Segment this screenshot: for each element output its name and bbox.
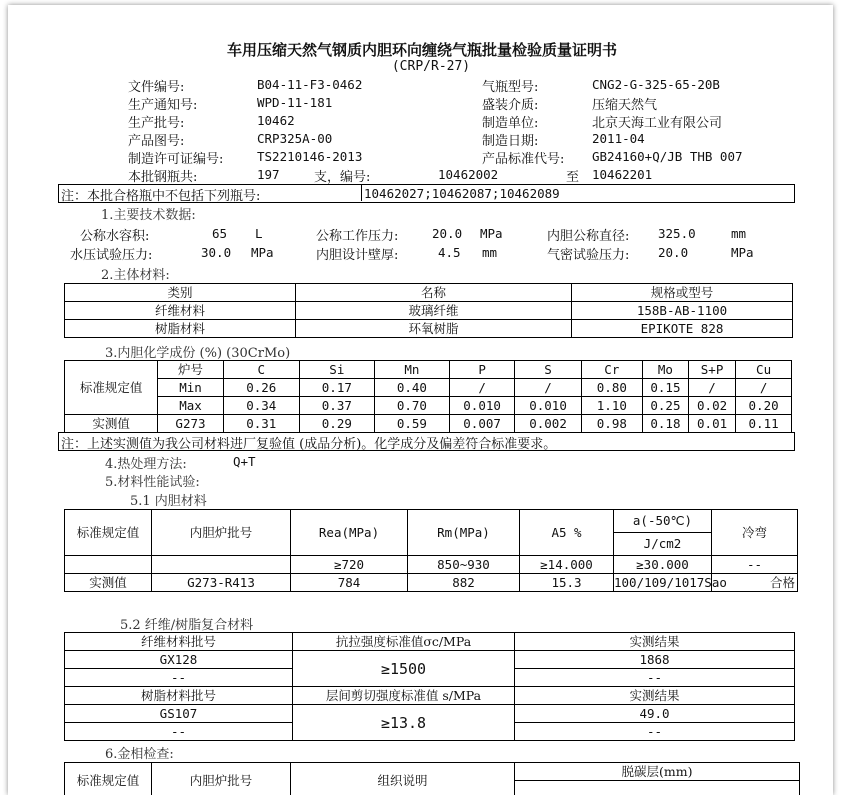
resin-batch-header: 树脂材料批号 bbox=[65, 687, 293, 705]
excluded-note-value: 10462027;10462087;10462089 bbox=[364, 186, 560, 201]
main-material-table bbox=[64, 283, 793, 338]
table-cell: 784 bbox=[291, 574, 408, 592]
serial-to-label: 至 bbox=[566, 166, 579, 185]
notice-label: 生产通知号: bbox=[128, 94, 197, 113]
certificate-page bbox=[8, 5, 833, 795]
impact-unit: J/cm2 bbox=[614, 533, 712, 556]
table-header-row bbox=[65, 510, 798, 533]
table-cell: -- bbox=[65, 723, 293, 741]
table-cell: ≥30.000 bbox=[614, 556, 712, 574]
table-cell: 158B-AB-1100 bbox=[572, 302, 793, 320]
table-header: 名称 bbox=[296, 284, 572, 302]
batch-label: 生产批号: bbox=[128, 112, 184, 131]
work-pressure-label: 公称工作压力: bbox=[316, 225, 398, 244]
table-cell: 合格 bbox=[712, 574, 798, 592]
empty-cell bbox=[515, 781, 800, 795]
hydro-test-value: 30.0 bbox=[201, 245, 231, 260]
element-header: S bbox=[515, 361, 581, 379]
file-no-value: B04-11-F3-0462 bbox=[257, 77, 362, 92]
table-row bbox=[65, 415, 792, 433]
hydro-test-unit: MPa bbox=[251, 245, 274, 260]
table-header-row bbox=[65, 687, 795, 705]
model-value: CNG2-G-325-65-20B bbox=[592, 77, 720, 92]
table-cell: 0.010 bbox=[515, 397, 581, 415]
table-row bbox=[65, 397, 792, 415]
work-pressure-value: 20.0 bbox=[432, 226, 462, 241]
table-cell: 1868 bbox=[515, 651, 795, 669]
fiber-result-header: 实测结果 bbox=[515, 633, 795, 651]
license-value: TS2210146-2013 bbox=[257, 149, 362, 164]
medium-value: 压缩天然气 bbox=[592, 94, 657, 113]
count-unit: 支，编号: bbox=[314, 166, 370, 185]
section-5-heading: 5.材料性能试验: bbox=[105, 471, 200, 490]
table-cell: GX128 bbox=[65, 651, 293, 669]
table-cell: -- bbox=[65, 669, 293, 687]
excluded-note-label: 注：本批合格瓶中不包括下列瓶号: bbox=[61, 185, 260, 204]
document-title: 车用压缩天然气钢质内胆环向缠绕气瓶批量检验质量证明书 bbox=[8, 39, 833, 60]
impact-header: a(-50℃) bbox=[614, 510, 712, 533]
chemistry-note: 注：上述实测值为我公司材料进厂复验值 (成品分析)。化学成分及偏差符合标准要求。 bbox=[61, 433, 556, 452]
table-cell: / bbox=[688, 379, 735, 397]
table-cell: 树脂材料 bbox=[65, 320, 296, 338]
notice-value: WPD-11-181 bbox=[257, 95, 332, 110]
table-cell: 纤维材料 bbox=[65, 302, 296, 320]
heat-batch-header: 内胆炉批号 bbox=[152, 510, 291, 556]
element-header: Mn bbox=[374, 361, 449, 379]
table-cell: -- bbox=[515, 723, 795, 741]
table-cell: 0.34 bbox=[223, 397, 299, 415]
table-cell: 0.15 bbox=[642, 379, 688, 397]
medium-label: 盛装介质: bbox=[482, 94, 538, 113]
table-cell: -- bbox=[712, 556, 798, 574]
batch-value: 10462 bbox=[257, 113, 295, 128]
a5-header: A5 % bbox=[520, 510, 614, 556]
table-row bbox=[65, 574, 798, 592]
std-value-label: 标准规定值 bbox=[65, 361, 158, 415]
table-row bbox=[65, 556, 798, 574]
table-header: 规格或型号 bbox=[572, 284, 793, 302]
model-label: 气瓶型号: bbox=[482, 76, 538, 95]
table-cell: 0.20 bbox=[736, 397, 792, 415]
table-header: 类别 bbox=[65, 284, 296, 302]
table-header-row bbox=[65, 763, 800, 781]
table-cell: 0.31 bbox=[223, 415, 299, 433]
drawing-label: 产品图号: bbox=[128, 130, 184, 149]
bend-header: 冷弯 bbox=[712, 510, 798, 556]
std-value: GB24160+Q/JB THB 007 bbox=[592, 149, 743, 164]
element-header: S+P bbox=[688, 361, 735, 379]
chemical-composition-table bbox=[64, 360, 792, 433]
table-cell: 0.01 bbox=[688, 415, 735, 433]
empty-cell bbox=[65, 556, 152, 574]
table-cell: / bbox=[736, 379, 792, 397]
maker-value: 北京天海工业有限公司 bbox=[592, 112, 722, 131]
table-cell: 0.70 bbox=[374, 397, 449, 415]
count-label: 本批钢瓶共: bbox=[128, 166, 197, 185]
table-cell: ≥13.8 bbox=[293, 705, 515, 741]
resin-std-header: 层间剪切强度标准值 s/MPa bbox=[293, 687, 515, 705]
table-cell: 0.29 bbox=[299, 415, 374, 433]
section-1-heading: 1.主要技术数据: bbox=[101, 204, 196, 223]
table-row bbox=[65, 651, 795, 669]
table-cell: 1.10 bbox=[581, 397, 642, 415]
excluded-note-divider bbox=[361, 184, 362, 201]
table-row bbox=[65, 302, 793, 320]
table-cell: 0.26 bbox=[223, 379, 299, 397]
table-row bbox=[65, 379, 792, 397]
drawing-value: CRP325A-00 bbox=[257, 131, 332, 146]
wall-thickness-value: 4.5 bbox=[438, 245, 461, 260]
std-value-label: 标准规定值 bbox=[65, 510, 152, 556]
actual-heat-no: G273 bbox=[158, 415, 223, 433]
table-cell: 0.010 bbox=[449, 397, 514, 415]
section-6-heading: 6.金相检查: bbox=[105, 743, 174, 762]
element-header: Cr bbox=[581, 361, 642, 379]
heat-batch-header: 内胆炉批号 bbox=[152, 763, 291, 795]
fiber-batch-header: 纤维材料批号 bbox=[65, 633, 293, 651]
liner-material-table bbox=[64, 509, 798, 592]
element-header: P bbox=[449, 361, 514, 379]
table-cell: 100/109/1017Sao bbox=[614, 574, 712, 592]
table-cell: 0.37 bbox=[299, 397, 374, 415]
decarb-header: 脱碳层(mm) bbox=[515, 763, 800, 781]
table-row bbox=[65, 320, 793, 338]
wall-thickness-unit: mm bbox=[482, 245, 497, 260]
table-header-row bbox=[65, 633, 795, 651]
heat-no-header: 炉号 bbox=[158, 361, 223, 379]
table-cell: 0.002 bbox=[515, 415, 581, 433]
table-cell: 0.11 bbox=[736, 415, 792, 433]
liner-diameter-value: 325.0 bbox=[658, 226, 696, 241]
metallography-table bbox=[64, 762, 800, 795]
liner-diameter-unit: mm bbox=[731, 226, 746, 241]
table-cell: ≥1500 bbox=[293, 651, 515, 687]
composite-material-table bbox=[64, 632, 795, 741]
section-3-heading: 3.内胆化学成份 (%) (30CrMo) bbox=[105, 342, 290, 361]
table-cell: 49.0 bbox=[515, 705, 795, 723]
table-cell: G273-R413 bbox=[152, 574, 291, 592]
table-header-row bbox=[65, 284, 793, 302]
file-no-label: 文件编号: bbox=[128, 76, 184, 95]
table-cell: 玻璃纤维 bbox=[296, 302, 572, 320]
table-cell: ≥14.000 bbox=[520, 556, 614, 574]
std-value-label: 标准规定值 bbox=[65, 763, 152, 795]
actual-label: 实测值 bbox=[65, 574, 152, 592]
resin-result-header: 实测结果 bbox=[515, 687, 795, 705]
rm-header: Rm(MPa) bbox=[408, 510, 520, 556]
maker-label: 制造单位: bbox=[482, 112, 538, 131]
section-4-heading: 4.热处理方法: bbox=[105, 453, 187, 472]
section-5-2-heading: 5.2 纤维/树脂复合材料 bbox=[120, 614, 253, 633]
leak-test-unit: MPa bbox=[731, 245, 754, 260]
section-5-1-heading: 5.1 内胆材料 bbox=[130, 490, 207, 509]
heat-treatment-value: Q+T bbox=[233, 454, 256, 469]
date-value: 2011-04 bbox=[592, 131, 645, 146]
document-code: (CRP/R-27) bbox=[8, 59, 833, 74]
serial-to: 10462201 bbox=[592, 167, 652, 182]
structure-header: 组织说明 bbox=[291, 763, 515, 795]
table-cell: -- bbox=[515, 669, 795, 687]
liner-diameter-label: 内胆公称直径: bbox=[547, 225, 629, 244]
table-cell: 0.17 bbox=[299, 379, 374, 397]
actual-label: 实测值 bbox=[65, 415, 158, 433]
work-pressure-unit: MPa bbox=[480, 226, 503, 241]
table-cell: 环氧树脂 bbox=[296, 320, 572, 338]
std-label: 产品标准代号: bbox=[482, 148, 564, 167]
element-header: Cu bbox=[736, 361, 792, 379]
table-cell: 15.3 bbox=[520, 574, 614, 592]
license-label: 制造许可证编号: bbox=[128, 148, 223, 167]
table-cell: 0.98 bbox=[581, 415, 642, 433]
water-volume-value: 65 bbox=[212, 226, 227, 241]
water-volume-label: 公称水容积: bbox=[80, 225, 149, 244]
table-cell: 0.007 bbox=[449, 415, 514, 433]
table-cell: 882 bbox=[408, 574, 520, 592]
leak-test-value: 20.0 bbox=[658, 245, 688, 260]
hydro-test-label: 水压试验压力: bbox=[70, 244, 152, 263]
element-header: Mo bbox=[642, 361, 688, 379]
table-cell: GS107 bbox=[65, 705, 293, 723]
table-cell: 0.40 bbox=[374, 379, 449, 397]
section-2-heading: 2.主体材料: bbox=[101, 264, 170, 283]
wall-thickness-label: 内胆设计壁厚: bbox=[316, 244, 398, 263]
water-volume-unit: L bbox=[255, 226, 263, 241]
leak-test-label: 气密试验压力: bbox=[547, 244, 629, 263]
table-cell: 0.02 bbox=[688, 397, 735, 415]
table-cell: / bbox=[515, 379, 581, 397]
max-label: Max bbox=[158, 397, 223, 415]
empty-cell bbox=[152, 556, 291, 574]
table-cell: 0.59 bbox=[374, 415, 449, 433]
table-cell: 0.25 bbox=[642, 397, 688, 415]
table-row bbox=[65, 705, 795, 723]
table-cell: ≥720 bbox=[291, 556, 408, 574]
serial-from: 10462002 bbox=[438, 167, 498, 182]
table-cell: 850~930 bbox=[408, 556, 520, 574]
table-cell: EPIKOTE 828 bbox=[572, 320, 793, 338]
table-cell: 0.18 bbox=[642, 415, 688, 433]
min-label: Min bbox=[158, 379, 223, 397]
rea-header: Rea(MPa) bbox=[291, 510, 408, 556]
count-value: 197 bbox=[257, 167, 280, 182]
table-header-row bbox=[65, 361, 792, 379]
fiber-std-header: 抗拉强度标准值σc/MPa bbox=[293, 633, 515, 651]
element-header: Si bbox=[299, 361, 374, 379]
date-label: 制造日期: bbox=[482, 130, 538, 149]
table-cell: / bbox=[449, 379, 514, 397]
table-cell: 0.80 bbox=[581, 379, 642, 397]
element-header: C bbox=[223, 361, 299, 379]
